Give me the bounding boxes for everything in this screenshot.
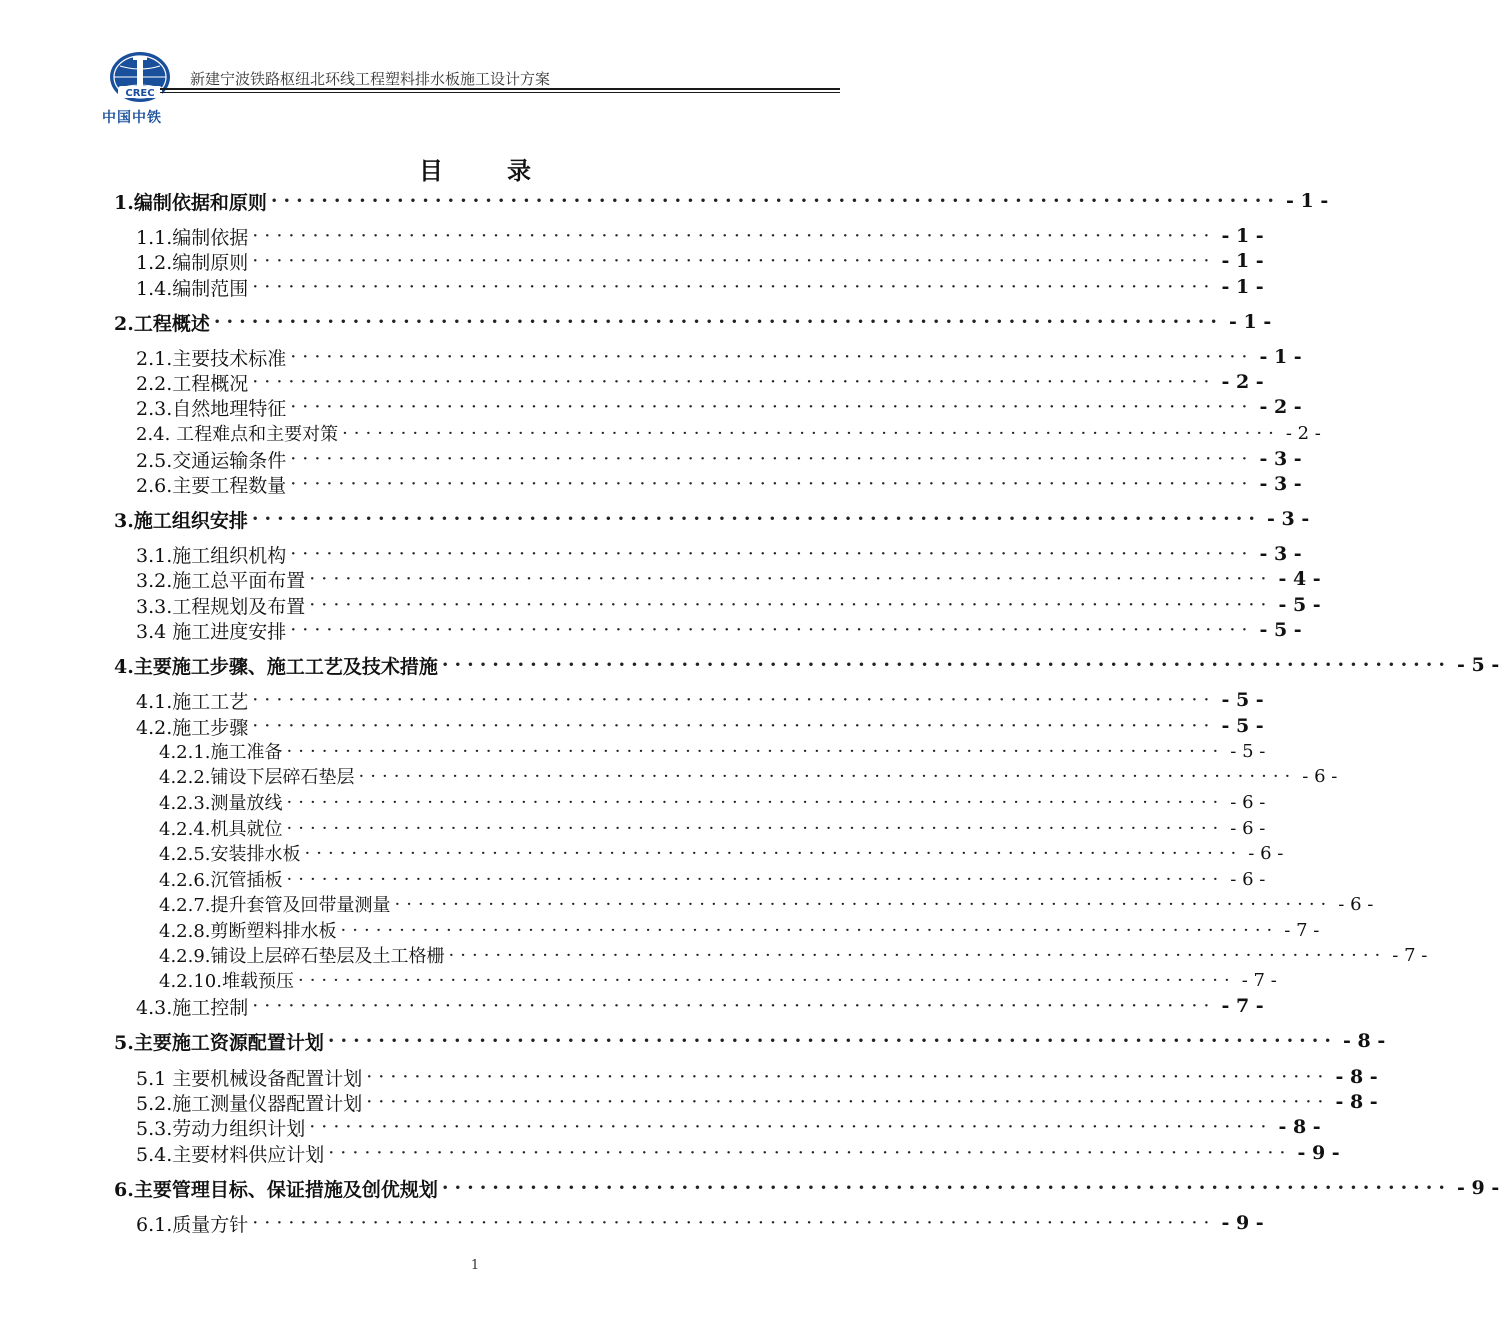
- toc-leader-dots: ················································································: [394, 893, 1333, 915]
- toc-title: [0, 151, 950, 186]
- toc-entry-page: - 5 -: [1221, 715, 1264, 737]
- toc-entry-page: - 8 -: [1335, 1091, 1378, 1113]
- header-divider: [160, 88, 840, 90]
- toc-leader-dots: ················································································: [252, 276, 1216, 298]
- toc-entry-page: - 1 -: [1221, 225, 1264, 247]
- toc-entry[interactable]: [136, 394, 1302, 420]
- toc-entry-label: 5.3.劳动力组织计划: [136, 1117, 306, 1140]
- toc-entry-label: 4.2.3.测量放线: [159, 793, 283, 814]
- toc-entry-label: 5.1 主要机械设备配置计划: [136, 1067, 363, 1090]
- toc-leader-dots: ················································································: [441, 654, 1452, 676]
- toc-entry[interactable]: [159, 789, 1266, 815]
- toc-entry-label: 2.2.工程概况: [136, 372, 249, 395]
- toc-leader-dots: ················································································: [309, 1116, 1273, 1138]
- toc-entry-label: 5.主要施工资源配置计划: [114, 1031, 324, 1054]
- toc-entry[interactable]: [136, 1140, 1340, 1166]
- toc-entry-page: - 6 -: [1302, 765, 1338, 787]
- toc-leader-dots: ················································································: [252, 225, 1216, 247]
- toc-entry-page: - 5 -: [1259, 619, 1302, 641]
- toc-entry-label: 4.1.施工工艺: [136, 690, 249, 713]
- toc-leader-dots: ················································································: [290, 619, 1254, 641]
- toc-leader-dots: ················································································: [327, 1030, 1338, 1052]
- toc-entry[interactable]: [159, 891, 1374, 917]
- toc-entry-label: 2.1.主要技术标准: [136, 347, 287, 370]
- toc-entry-page: - 6 -: [1230, 868, 1266, 890]
- toc-entry-page: - 4 -: [1278, 568, 1321, 590]
- toc-entry-label: 2.3.自然地理特征: [136, 397, 287, 420]
- page-number: 1: [470, 1258, 480, 1273]
- toc-entry[interactable]: [136, 566, 1321, 592]
- toc-entry[interactable]: [136, 223, 1264, 249]
- toc-leader-dots: ················································································: [340, 919, 1279, 941]
- toc-entry-page: - 5 -: [1230, 740, 1266, 762]
- toc-leader-dots: ················································································: [290, 543, 1254, 565]
- toc-entry-page: - 2 -: [1259, 396, 1302, 418]
- toc-entry-page: - 1 -: [1286, 190, 1329, 212]
- toc-entry-label: 4.2.7.提升套管及回带量测量: [159, 895, 391, 916]
- toc-entry-label: 4.2.10.堆载预压: [159, 971, 294, 992]
- toc-entry[interactable]: [114, 506, 1310, 532]
- toc-leader-dots: ················································································: [252, 715, 1216, 737]
- toc-leader-dots: ················································································: [290, 448, 1254, 470]
- toc-entry-label: 2.5.交通运输条件: [136, 449, 287, 472]
- logo-emblem-text: CREC: [125, 88, 155, 99]
- logo-text: 中国中铁: [102, 110, 162, 126]
- toc-entry-page: - 3 -: [1267, 508, 1310, 530]
- toc-leader-dots: ················································································: [342, 422, 1280, 444]
- toc-leader-dots: ················································································: [213, 311, 1224, 333]
- toc-entry-label: 4.3.施工控制: [136, 996, 249, 1019]
- toc-entry-page: - 5 -: [1278, 594, 1321, 616]
- toc-entry[interactable]: [136, 713, 1264, 739]
- toc-leader-dots: ················································································: [366, 1066, 1330, 1088]
- toc-leader-dots: ················································································: [252, 689, 1216, 711]
- toc-entry-label: 4.2.2.铺设下层碎石垫层: [159, 767, 355, 788]
- toc-entry-label: 3.4 施工进度安排: [136, 620, 287, 643]
- toc-entry[interactable]: [136, 617, 1302, 643]
- toc-entry[interactable]: [159, 840, 1284, 866]
- toc-leader-dots: ················································································: [290, 396, 1254, 418]
- toc-entry-page: - 7 -: [1241, 969, 1277, 991]
- toc-leader-dots: ················································································: [286, 740, 1225, 762]
- toc-entry[interactable]: [136, 687, 1264, 713]
- toc-entry[interactable]: [114, 188, 1329, 214]
- toc-entry-page: - 6 -: [1230, 791, 1266, 813]
- toc-entry[interactable]: [114, 1175, 1499, 1201]
- toc-entry-page: - 7 -: [1392, 944, 1428, 966]
- toc-entry[interactable]: [136, 274, 1264, 300]
- toc-entry-label: 1.4.编制范围: [136, 277, 249, 300]
- toc-leader-dots: ················································································: [309, 568, 1273, 590]
- toc-entry-label: 5.2.施工测量仪器配置计划: [136, 1092, 363, 1115]
- toc-entry-page: - 5 -: [1457, 654, 1499, 676]
- toc-entry[interactable]: [159, 942, 1428, 968]
- toc-entry-page: - 6 -: [1338, 893, 1374, 915]
- toc-entry-label: 4.2.4.机具就位: [159, 819, 283, 840]
- toc-entry[interactable]: [136, 1089, 1378, 1115]
- toc-entry[interactable]: [136, 1210, 1264, 1236]
- toc-leader-dots: ················································································: [290, 346, 1254, 368]
- toc-leader-dots: ················································································: [252, 995, 1216, 1017]
- toc-entry[interactable]: [136, 369, 1264, 395]
- toc-leader-dots: ················································································: [328, 1142, 1292, 1164]
- toc-title-left: 目: [419, 156, 443, 185]
- toc-entry-page: - 9 -: [1457, 1177, 1499, 1199]
- toc-leader-dots: ················································································: [270, 190, 1281, 212]
- page-header: [100, 50, 840, 140]
- toc-entry-label: 2.6.主要工程数量: [136, 474, 287, 497]
- toc-entry[interactable]: [114, 1028, 1386, 1054]
- toc-entry-page: - 3 -: [1259, 448, 1302, 470]
- toc-entry[interactable]: [136, 1114, 1321, 1140]
- toc-entry-page: - 9 -: [1297, 1142, 1340, 1164]
- document-header-title: 新建宁波铁路枢纽北环线工程塑料排水板施工设计方案: [190, 70, 551, 88]
- toc-leader-dots: ················································································: [286, 791, 1225, 813]
- toc-entry-page: - 6 -: [1230, 817, 1266, 839]
- toc-entry[interactable]: [159, 967, 1277, 993]
- toc-entry-label: 3.2.施工总平面布置: [136, 569, 306, 592]
- toc-entry-label: 4.2.6.沉管插板: [159, 870, 283, 891]
- toc-entry[interactable]: [136, 471, 1302, 497]
- toc-entry[interactable]: [136, 1064, 1378, 1090]
- toc-entry[interactable]: [136, 541, 1302, 567]
- toc-leader-dots: ················································································: [252, 250, 1216, 272]
- toc-title-right: 录: [507, 156, 531, 185]
- toc-entry-label: 3.施工组织安排: [114, 509, 248, 532]
- toc-entry-label: 5.4.主要材料供应计划: [136, 1143, 325, 1166]
- toc-entry[interactable]: [159, 917, 1320, 943]
- toc-entry-label: 4.主要施工步骤、施工工艺及技术措施: [114, 655, 438, 678]
- toc-entry[interactable]: [136, 248, 1264, 274]
- toc-leader-dots: ················································································: [290, 473, 1254, 495]
- toc-leader-dots: ················································································: [286, 817, 1225, 839]
- toc-entry-page: - 1 -: [1221, 250, 1264, 272]
- toc-entry-page: - 9 -: [1221, 1212, 1264, 1234]
- toc-entry[interactable]: [136, 344, 1302, 370]
- toc-entry[interactable]: [159, 866, 1266, 892]
- toc-entry[interactable]: [159, 763, 1338, 789]
- toc-entry-label: 1.编制依据和原则: [114, 191, 267, 214]
- toc-leader-dots: ················································································: [366, 1091, 1330, 1113]
- toc-entry[interactable]: [136, 446, 1302, 472]
- toc-entry[interactable]: [136, 993, 1264, 1019]
- toc-entry-page: - 2 -: [1221, 371, 1264, 393]
- toc-entry-label: 4.2.9.铺设上层碎石垫层及土工格栅: [159, 946, 445, 967]
- toc-entry-page: - 1 -: [1221, 276, 1264, 298]
- toc-leader-dots: ················································································: [441, 1177, 1452, 1199]
- toc-entry-page: - 1 -: [1229, 311, 1272, 333]
- toc-entry-page: - 8 -: [1278, 1116, 1321, 1138]
- toc-leader-dots: ················································································: [251, 508, 1262, 530]
- toc-entry-page: - 7 -: [1221, 995, 1264, 1017]
- toc-entry-label: 1.2.编制原则: [136, 251, 249, 274]
- toc-entry-label: 1.1.编制依据: [136, 226, 249, 249]
- toc-entry[interactable]: [114, 652, 1499, 678]
- toc-entry[interactable]: [159, 738, 1266, 764]
- toc-entry-label: 4.2.1.施工准备: [159, 742, 283, 763]
- toc-leader-dots: ················································································: [297, 969, 1236, 991]
- toc-entry-page: - 8 -: [1343, 1030, 1386, 1052]
- toc-entry-label: 2.工程概述: [114, 312, 210, 335]
- toc-leader-dots: ················································································: [304, 842, 1243, 864]
- toc-entry-label: 4.2.5.安装排水板: [159, 844, 301, 865]
- toc-entry-page: - 6 -: [1248, 842, 1284, 864]
- toc-entry[interactable]: [136, 592, 1321, 618]
- toc-leader-dots: ················································································: [252, 1212, 1216, 1234]
- header-divider-thin: [160, 92, 840, 93]
- toc-entry-label: 4.2.施工步骤: [136, 716, 249, 739]
- crec-logo: [100, 50, 180, 130]
- toc-entry-page: - 3 -: [1259, 473, 1302, 495]
- toc-entry[interactable]: [159, 815, 1266, 841]
- toc-entry-label: 3.1.施工组织机构: [136, 544, 287, 567]
- toc-leader-dots: ················································································: [358, 765, 1297, 787]
- toc-entry-label: 4.2.8.剪断塑料排水板: [159, 921, 337, 942]
- toc-entry-page: - 5 -: [1221, 689, 1264, 711]
- toc-leader-dots: ················································································: [448, 944, 1387, 966]
- toc-entry-label: 6.主要管理目标、保证措施及创优规划: [114, 1178, 438, 1201]
- toc-entry-page: - 1 -: [1259, 346, 1302, 368]
- toc-entry-label: 6.1.质量方针: [136, 1213, 249, 1236]
- toc-entry-page: - 3 -: [1259, 543, 1302, 565]
- toc-entry-label: 2.4. 工程难点和主要对策: [136, 424, 339, 445]
- toc-entry[interactable]: [136, 420, 1321, 446]
- toc-entry[interactable]: [114, 309, 1272, 335]
- toc-entry-page: - 8 -: [1335, 1066, 1378, 1088]
- toc-entry-page: - 2 -: [1285, 422, 1321, 444]
- toc-leader-dots: ················································································: [309, 594, 1273, 616]
- toc-leader-dots: ················································································: [252, 371, 1216, 393]
- crec-globe-rail-logo-icon: [100, 50, 180, 108]
- toc-entry-page: - 7 -: [1284, 919, 1320, 941]
- toc-entry-label: 3.3.工程规划及布置: [136, 595, 306, 618]
- toc-leader-dots: ················································································: [286, 868, 1225, 890]
